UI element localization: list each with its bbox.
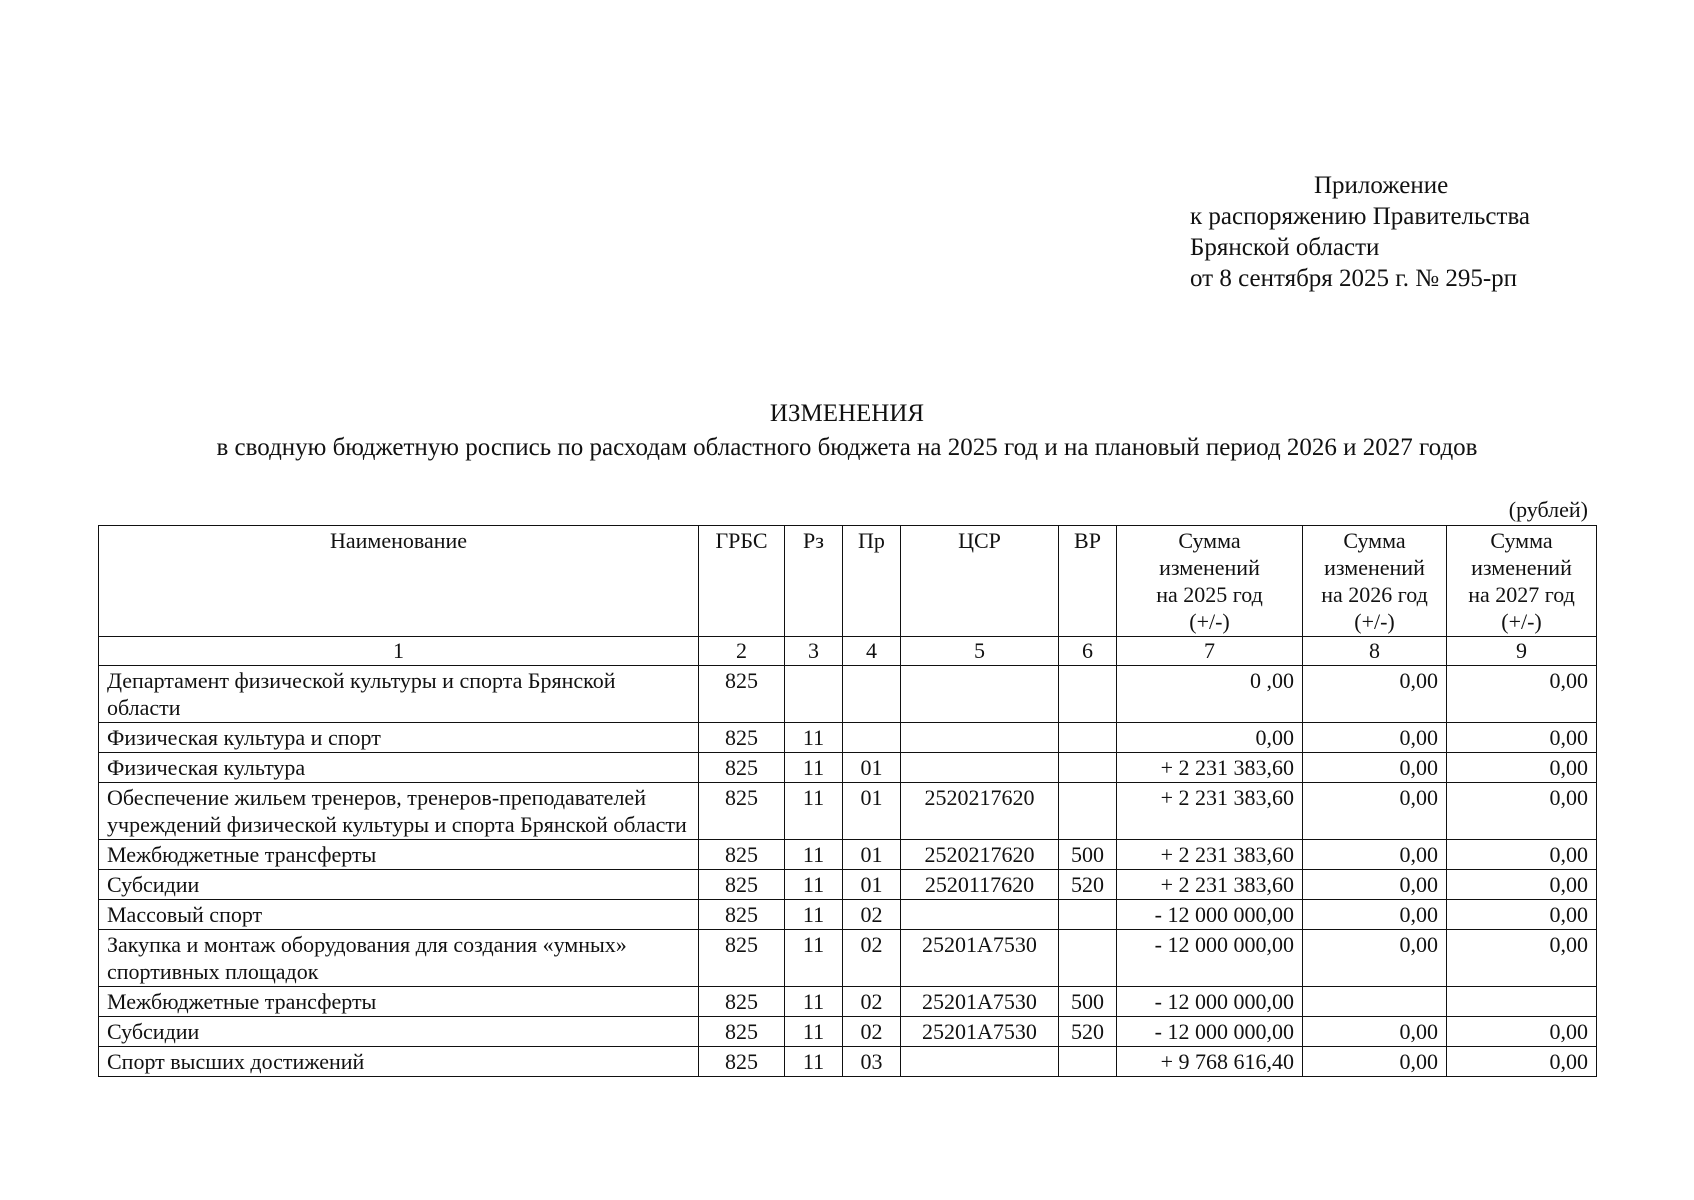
header-line: Сумма <box>1178 528 1241 553</box>
cell-grbs: 825 <box>699 666 785 723</box>
cell-rz: 11 <box>785 870 843 900</box>
cell-pr <box>843 666 901 723</box>
cell-name: Физическая культура и спорт <box>99 723 699 753</box>
cell-sum-2025: 0,00 <box>1117 723 1303 753</box>
cell-sum-2027: 0,00 <box>1447 1017 1597 1047</box>
cell-sum-2025: + 2 231 383,60 <box>1117 783 1303 840</box>
header-line: Сумма <box>1490 528 1553 553</box>
table-row <box>99 783 1597 840</box>
cell-vr <box>1059 753 1117 783</box>
cell-sum-2026: 0,00 <box>1303 870 1447 900</box>
cell-pr: 02 <box>843 930 901 987</box>
appendix-line: к распоряжению Правительства <box>1190 203 1531 230</box>
cell-rz: 11 <box>785 987 843 1017</box>
cell-sum-2027: 0,00 <box>1447 840 1597 870</box>
header-line: на 2026 год <box>1321 582 1428 607</box>
cell-rz: 11 <box>785 723 843 753</box>
appendix-line: Приложение <box>1314 172 1449 199</box>
column-number: 1 <box>99 637 699 666</box>
cell-sum-2025: - 12 000 000,00 <box>1117 1017 1303 1047</box>
cell-name: Субсидии <box>99 870 699 900</box>
column-number: 5 <box>901 637 1059 666</box>
cell-sum-2025: + 2 231 383,60 <box>1117 753 1303 783</box>
column-number: 2 <box>699 637 785 666</box>
cell-vr <box>1059 783 1117 840</box>
header-grbs: ГРБС <box>699 526 785 637</box>
column-number: 3 <box>785 637 843 666</box>
cell-sum-2026: 0,00 <box>1303 930 1447 987</box>
cell-grbs: 825 <box>699 930 785 987</box>
cell-csr: 25201А7530 <box>901 987 1059 1017</box>
header-line: (+/-) <box>1354 609 1395 634</box>
table-row <box>99 987 1597 1017</box>
cell-sum-2026: 0,00 <box>1303 783 1447 840</box>
cell-sum-2026: 0,00 <box>1303 900 1447 930</box>
cell-sum-2025: + 9 768 616,40 <box>1117 1047 1303 1077</box>
header-line: на 2025 год <box>1156 582 1263 607</box>
cell-rz: 11 <box>785 753 843 783</box>
cell-sum-2026: 0,00 <box>1303 666 1447 723</box>
cell-vr: 520 <box>1059 870 1117 900</box>
cell-name: Массовый спорт <box>99 900 699 930</box>
cell-rz: 11 <box>785 900 843 930</box>
budget-changes-table <box>98 525 1597 1077</box>
cell-name: Обеспечение жильем тренеров, тренеров-преподавателей учреждений физической культуры и спорта Брянской области <box>99 783 699 840</box>
cell-sum-2026: 0,00 <box>1303 1047 1447 1077</box>
column-number: 4 <box>843 637 901 666</box>
cell-grbs: 825 <box>699 987 785 1017</box>
header-sum-2026 <box>1303 526 1447 637</box>
header-vr: ВР <box>1059 526 1117 637</box>
table-row <box>99 870 1597 900</box>
cell-rz: 11 <box>785 783 843 840</box>
cell-pr: 01 <box>843 870 901 900</box>
cell-sum-2025: - 12 000 000,00 <box>1117 987 1303 1017</box>
column-number-row <box>99 637 1597 666</box>
table-row <box>99 840 1597 870</box>
cell-name: Межбюджетные трансферты <box>99 987 699 1017</box>
cell-rz: 11 <box>785 1017 843 1047</box>
table-row <box>99 930 1597 987</box>
header-line: на 2027 год <box>1468 582 1575 607</box>
header-line: изменений <box>1471 555 1572 580</box>
cell-sum-2026: 0,00 <box>1303 1017 1447 1047</box>
document-title: ИЗМЕНЕНИЯ <box>769 400 925 427</box>
cell-sum-2026 <box>1303 987 1447 1017</box>
cell-sum-2025: + 2 231 383,60 <box>1117 840 1303 870</box>
cell-csr <box>901 666 1059 723</box>
cell-pr: 01 <box>843 753 901 783</box>
cell-name: Субсидии <box>99 1017 699 1047</box>
cell-vr <box>1059 723 1117 753</box>
cell-grbs: 825 <box>699 870 785 900</box>
cell-grbs: 825 <box>699 1017 785 1047</box>
header-pr: Пр <box>843 526 901 637</box>
cell-csr: 2520217620 <box>901 840 1059 870</box>
cell-name: Физическая культура <box>99 753 699 783</box>
cell-sum-2026: 0,00 <box>1303 753 1447 783</box>
cell-csr <box>901 900 1059 930</box>
cell-sum-2026: 0,00 <box>1303 840 1447 870</box>
cell-sum-2027: 0,00 <box>1447 900 1597 930</box>
cell-vr <box>1059 900 1117 930</box>
table-row <box>99 1047 1597 1077</box>
cell-sum-2027: 0,00 <box>1447 723 1597 753</box>
header-rz: Рз <box>785 526 843 637</box>
cell-csr: 25201А7530 <box>901 930 1059 987</box>
units-label: (рублей) <box>1508 497 1588 522</box>
cell-name: Департамент физической культуры и спорта Брянской области <box>99 666 699 723</box>
cell-sum-2027: 0,00 <box>1447 783 1597 840</box>
cell-vr <box>1059 1047 1117 1077</box>
cell-csr <box>901 753 1059 783</box>
cell-sum-2027: 0,00 <box>1447 930 1597 987</box>
cell-grbs: 825 <box>699 1047 785 1077</box>
cell-grbs: 825 <box>699 840 785 870</box>
cell-sum-2026: 0,00 <box>1303 723 1447 753</box>
cell-name: Межбюджетные трансферты <box>99 840 699 870</box>
cell-grbs: 825 <box>699 900 785 930</box>
table-row <box>99 1017 1597 1047</box>
header-line: (+/-) <box>1501 609 1542 634</box>
header-sum-2027 <box>1447 526 1597 637</box>
table-row <box>99 753 1597 783</box>
column-number: 8 <box>1303 637 1447 666</box>
cell-rz: 11 <box>785 840 843 870</box>
cell-grbs: 825 <box>699 753 785 783</box>
cell-grbs: 825 <box>699 723 785 753</box>
column-number: 7 <box>1117 637 1303 666</box>
cell-csr: 25201А7530 <box>901 1017 1059 1047</box>
cell-pr: 02 <box>843 987 901 1017</box>
header-csr: ЦСР <box>901 526 1059 637</box>
cell-csr: 2520117620 <box>901 870 1059 900</box>
cell-name: Закупка и монтаж оборудования для создания «умных» спортивных площадок <box>99 930 699 987</box>
cell-sum-2027: 0,00 <box>1447 1047 1597 1077</box>
cell-grbs: 825 <box>699 783 785 840</box>
cell-csr <box>901 1047 1059 1077</box>
cell-pr: 01 <box>843 783 901 840</box>
cell-csr <box>901 723 1059 753</box>
header-line: изменений <box>1159 555 1260 580</box>
cell-pr <box>843 723 901 753</box>
cell-sum-2027: 0,00 <box>1447 666 1597 723</box>
cell-name: Спорт высших достижений <box>99 1047 699 1077</box>
header-name: Наименование <box>99 526 699 637</box>
cell-rz: 11 <box>785 930 843 987</box>
table-row <box>99 900 1597 930</box>
cell-vr: 500 <box>1059 840 1117 870</box>
cell-vr <box>1059 930 1117 987</box>
table-row <box>99 666 1597 723</box>
header-line: изменений <box>1324 555 1425 580</box>
appendix-line: Брянской области <box>1190 234 1380 261</box>
table-row <box>99 723 1597 753</box>
cell-sum-2025: 0 ,00 <box>1117 666 1303 723</box>
cell-pr: 01 <box>843 840 901 870</box>
appendix-block <box>1190 170 1530 294</box>
header-sum-2025 <box>1117 526 1303 637</box>
cell-vr: 520 <box>1059 1017 1117 1047</box>
header-line: (+/-) <box>1189 609 1230 634</box>
cell-sum-2027: 0,00 <box>1447 870 1597 900</box>
appendix-date-line: от 8 сентября 2025 г. № 295-рп <box>1190 265 1518 292</box>
cell-vr <box>1059 666 1117 723</box>
cell-pr: 02 <box>843 1017 901 1047</box>
cell-rz: 11 <box>785 1047 843 1077</box>
cell-sum-2025: - 12 000 000,00 <box>1117 900 1303 930</box>
cell-sum-2025: + 2 231 383,60 <box>1117 870 1303 900</box>
table-header-row <box>99 526 1597 637</box>
cell-vr: 500 <box>1059 987 1117 1017</box>
document-subtitle: в сводную бюджетную роспись по расходам областного бюджета на 2025 год и на плановый период 2026 и 2027 годов <box>216 434 1478 461</box>
cell-pr: 02 <box>843 900 901 930</box>
column-number: 6 <box>1059 637 1117 666</box>
cell-sum-2027: 0,00 <box>1447 753 1597 783</box>
cell-pr: 03 <box>843 1047 901 1077</box>
cell-rz <box>785 666 843 723</box>
header-line: Сумма <box>1343 528 1406 553</box>
cell-csr: 2520217620 <box>901 783 1059 840</box>
cell-sum-2027 <box>1447 987 1597 1017</box>
cell-sum-2025: - 12 000 000,00 <box>1117 930 1303 987</box>
column-number: 9 <box>1447 637 1597 666</box>
